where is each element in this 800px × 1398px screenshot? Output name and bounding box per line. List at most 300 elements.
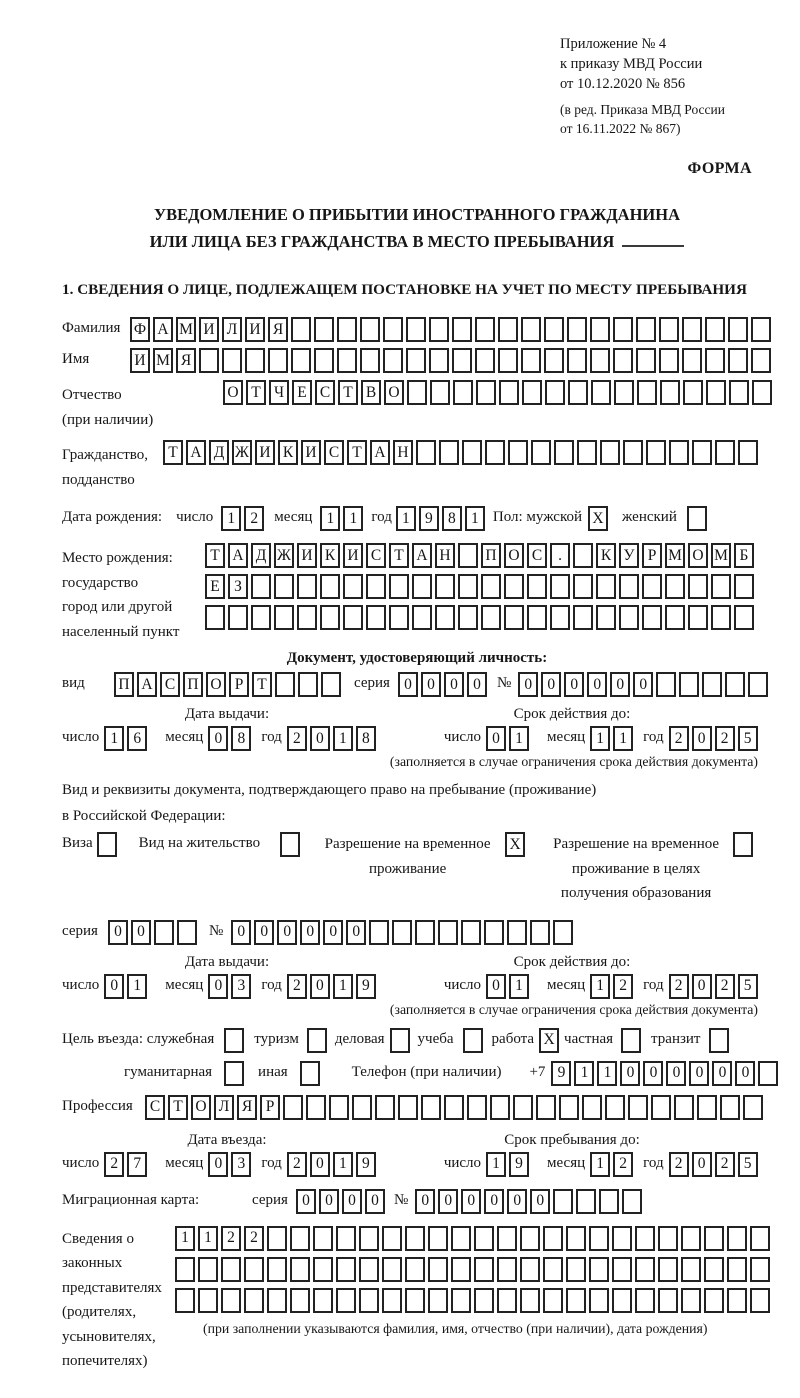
legal-reps-cell[interactable] — [497, 1226, 517, 1251]
permit-series-cell[interactable]: 0 — [108, 920, 128, 945]
legal-reps-cell[interactable]: 2 — [244, 1226, 264, 1251]
surname-cell[interactable] — [498, 317, 518, 342]
name-cell[interactable]: М — [153, 348, 173, 373]
phone-cell[interactable]: 0 — [689, 1061, 709, 1086]
birthplace-cell[interactable] — [665, 605, 685, 630]
citizenship-cell[interactable]: А — [370, 440, 390, 465]
stay-year-cell[interactable]: 0 — [692, 1152, 712, 1177]
legal-reps-cell[interactable]: 1 — [198, 1226, 218, 1251]
birthplace-cell[interactable]: Б — [734, 543, 754, 568]
migration-number-cell[interactable]: 0 — [484, 1189, 504, 1214]
doc-number-cell[interactable] — [656, 672, 676, 697]
birthplace-cell[interactable] — [481, 605, 501, 630]
legal-reps-cell[interactable] — [382, 1226, 402, 1251]
permit-number-cell[interactable]: 0 — [323, 920, 343, 945]
legal-reps-cell[interactable] — [681, 1288, 701, 1313]
permit-number-cell[interactable]: 0 — [254, 920, 274, 945]
legal-reps-cell[interactable] — [520, 1257, 540, 1282]
phone-cell[interactable]: 1 — [574, 1061, 594, 1086]
legal-reps-cell[interactable] — [405, 1288, 425, 1313]
patronymic-cell[interactable] — [476, 380, 496, 405]
birthplace-cell[interactable]: О — [688, 543, 708, 568]
profession-cell[interactable] — [628, 1095, 648, 1120]
doc-series-cell[interactable]: 0 — [398, 672, 418, 697]
name-cell[interactable]: И — [130, 348, 150, 373]
birthplace-cell[interactable] — [527, 605, 547, 630]
birthplace-cell[interactable] — [527, 574, 547, 599]
legal-reps-cell[interactable] — [244, 1257, 264, 1282]
phone-cell[interactable]: 0 — [735, 1061, 755, 1086]
citizenship-cell[interactable] — [623, 440, 643, 465]
citizenship-cell[interactable]: А — [186, 440, 206, 465]
doc-series-cell[interactable]: 0 — [467, 672, 487, 697]
name-cell[interactable] — [751, 348, 771, 373]
entry-year-cell[interactable]: 2 — [287, 1152, 307, 1177]
surname-cell[interactable]: А — [153, 317, 173, 342]
patronymic-cell[interactable] — [430, 380, 450, 405]
doc-number-cell[interactable]: 0 — [518, 672, 538, 697]
patronymic-cell[interactable]: Т — [338, 380, 358, 405]
name-cell[interactable] — [613, 348, 633, 373]
birthplace-cell[interactable] — [389, 605, 409, 630]
permit-number-cell[interactable] — [369, 920, 389, 945]
citizenship-cell[interactable] — [531, 440, 551, 465]
valid2-year-cell[interactable]: 0 — [692, 974, 712, 999]
birthplace-cell[interactable] — [412, 574, 432, 599]
permit-number-cell[interactable] — [484, 920, 504, 945]
profession-cell[interactable]: О — [191, 1095, 211, 1120]
birthplace-cell[interactable]: Н — [435, 543, 455, 568]
name-cell[interactable] — [498, 348, 518, 373]
stay-month-cell[interactable]: 1 — [590, 1152, 610, 1177]
migration-number-cell[interactable]: 0 — [461, 1189, 481, 1214]
legal-reps-cell[interactable] — [658, 1226, 678, 1251]
legal-reps-cell[interactable] — [520, 1226, 540, 1251]
citizenship-cell[interactable] — [715, 440, 735, 465]
birthplace-cell[interactable] — [366, 605, 386, 630]
surname-cell[interactable] — [705, 317, 725, 342]
citizenship-cell[interactable] — [439, 440, 459, 465]
migration-number-cell[interactable]: 0 — [507, 1189, 527, 1214]
profession-cell[interactable] — [421, 1095, 441, 1120]
profession-cell[interactable] — [582, 1095, 602, 1120]
doc-type-cell[interactable] — [321, 672, 341, 697]
sex-female-cell[interactable] — [687, 506, 707, 531]
citizenship-cell[interactable]: С — [324, 440, 344, 465]
entry-year-cell[interactable]: 0 — [310, 1152, 330, 1177]
legal-reps-cell[interactable] — [589, 1288, 609, 1313]
issue2-year-cell[interactable]: 9 — [356, 974, 376, 999]
permit-number-cell[interactable] — [438, 920, 458, 945]
birthplace-cell[interactable] — [481, 574, 501, 599]
name-cell[interactable] — [429, 348, 449, 373]
name-cell[interactable] — [199, 348, 219, 373]
surname-cell[interactable]: И — [245, 317, 265, 342]
surname-cell[interactable] — [337, 317, 357, 342]
migration-number-cell[interactable] — [553, 1189, 573, 1214]
birthplace-cell[interactable] — [596, 605, 616, 630]
issue1-month-cell[interactable]: 8 — [231, 726, 251, 751]
issue1-year-cell[interactable]: 1 — [333, 726, 353, 751]
name-cell[interactable] — [590, 348, 610, 373]
birthplace-cell[interactable] — [504, 574, 524, 599]
profession-cell[interactable] — [720, 1095, 740, 1120]
surname-cell[interactable] — [728, 317, 748, 342]
birthplace-cell[interactable]: И — [343, 543, 363, 568]
birthplace-cell[interactable] — [458, 605, 478, 630]
stay-month-cell[interactable]: 2 — [613, 1152, 633, 1177]
legal-reps-cell[interactable] — [474, 1257, 494, 1282]
legal-reps-cell[interactable] — [612, 1257, 632, 1282]
birthplace-cell[interactable] — [343, 574, 363, 599]
permit-number-cell[interactable] — [553, 920, 573, 945]
patronymic-cell[interactable] — [683, 380, 703, 405]
profession-cell[interactable] — [329, 1095, 349, 1120]
issue2-year-cell[interactable]: 0 — [310, 974, 330, 999]
patronymic-cell[interactable] — [660, 380, 680, 405]
legal-reps-cell[interactable] — [727, 1288, 747, 1313]
profession-cell[interactable] — [375, 1095, 395, 1120]
birthplace-cell[interactable] — [320, 605, 340, 630]
valid1-year-cell[interactable]: 2 — [669, 726, 689, 751]
legal-reps-cell[interactable] — [497, 1257, 517, 1282]
legal-reps-cell[interactable] — [520, 1288, 540, 1313]
profession-cell[interactable] — [467, 1095, 487, 1120]
legal-reps-cell[interactable] — [382, 1257, 402, 1282]
valid2-day-cell[interactable]: 1 — [509, 974, 529, 999]
stay-day-cell[interactable]: 1 — [486, 1152, 506, 1177]
migration-number-cell[interactable]: 0 — [415, 1189, 435, 1214]
legal-reps-cell[interactable] — [359, 1257, 379, 1282]
birthplace-cell[interactable] — [642, 605, 662, 630]
name-cell[interactable] — [544, 348, 564, 373]
birthplace-cell[interactable]: А — [228, 543, 248, 568]
birth-month-cell[interactable]: 1 — [320, 506, 340, 531]
name-cell[interactable] — [291, 348, 311, 373]
valid2-year-cell[interactable]: 5 — [738, 974, 758, 999]
legal-reps-cell[interactable] — [612, 1226, 632, 1251]
citizenship-cell[interactable] — [738, 440, 758, 465]
phone-cell[interactable]: 0 — [620, 1061, 640, 1086]
legal-reps-cell[interactable] — [267, 1288, 287, 1313]
migration-number-cell[interactable] — [599, 1189, 619, 1214]
legal-reps-cell[interactable] — [290, 1226, 310, 1251]
legal-reps-cell[interactable] — [658, 1288, 678, 1313]
profession-cell[interactable] — [674, 1095, 694, 1120]
birthplace-cell[interactable]: У — [619, 543, 639, 568]
legal-reps-cell[interactable] — [750, 1257, 770, 1282]
permit-number-cell[interactable] — [461, 920, 481, 945]
name-cell[interactable]: Я — [176, 348, 196, 373]
surname-cell[interactable] — [751, 317, 771, 342]
name-cell[interactable] — [360, 348, 380, 373]
patronymic-cell[interactable] — [499, 380, 519, 405]
valid1-year-cell[interactable]: 5 — [738, 726, 758, 751]
permit-number-cell[interactable]: 0 — [231, 920, 251, 945]
citizenship-cell[interactable] — [485, 440, 505, 465]
permit-number-cell[interactable] — [415, 920, 435, 945]
legal-reps-cell[interactable] — [474, 1288, 494, 1313]
birthplace-cell[interactable] — [688, 605, 708, 630]
citizenship-cell[interactable] — [416, 440, 436, 465]
legal-reps-cell[interactable] — [267, 1257, 287, 1282]
birthplace-cell[interactable] — [596, 574, 616, 599]
valid2-month-cell[interactable]: 2 — [613, 974, 633, 999]
birthplace-cell[interactable] — [734, 574, 754, 599]
citizenship-cell[interactable] — [646, 440, 666, 465]
phone-cell[interactable] — [758, 1061, 778, 1086]
birthplace-cell[interactable] — [734, 605, 754, 630]
legal-reps-cell[interactable] — [198, 1257, 218, 1282]
permit-series-cell[interactable]: 0 — [131, 920, 151, 945]
migration-number-cell[interactable] — [622, 1189, 642, 1214]
profession-cell[interactable]: Р — [260, 1095, 280, 1120]
birthplace-cell[interactable] — [297, 605, 317, 630]
birthplace-cell[interactable]: . — [550, 543, 570, 568]
rvp-edu-cell[interactable] — [733, 832, 753, 857]
citizenship-cell[interactable]: К — [278, 440, 298, 465]
permit-number-cell[interactable]: 0 — [277, 920, 297, 945]
citizenship-cell[interactable]: Н — [393, 440, 413, 465]
permit-number-cell[interactable] — [507, 920, 527, 945]
surname-cell[interactable] — [613, 317, 633, 342]
surname-cell[interactable]: И — [199, 317, 219, 342]
entry-year-cell[interactable]: 1 — [333, 1152, 353, 1177]
birthplace-cell[interactable] — [458, 543, 478, 568]
surname-cell[interactable]: Ф — [130, 317, 150, 342]
doc-type-cell[interactable]: П — [183, 672, 203, 697]
birthplace-cell[interactable]: С — [366, 543, 386, 568]
doc-type-cell[interactable]: Т — [252, 672, 272, 697]
legal-reps-cell[interactable] — [428, 1257, 448, 1282]
surname-cell[interactable]: Л — [222, 317, 242, 342]
doc-type-cell[interactable]: А — [137, 672, 157, 697]
birth-day-cell[interactable]: 1 — [221, 506, 241, 531]
birthplace-cell[interactable] — [550, 574, 570, 599]
stay-year-cell[interactable]: 2 — [669, 1152, 689, 1177]
birthplace-cell[interactable] — [642, 574, 662, 599]
issue1-day-cell[interactable]: 6 — [127, 726, 147, 751]
birth-year-cell[interactable]: 9 — [419, 506, 439, 531]
issue1-year-cell[interactable]: 0 — [310, 726, 330, 751]
doc-type-cell[interactable]: С — [160, 672, 180, 697]
birthplace-cell[interactable] — [274, 574, 294, 599]
patronymic-cell[interactable] — [453, 380, 473, 405]
legal-reps-cell[interactable] — [543, 1288, 563, 1313]
legal-reps-cell[interactable] — [336, 1288, 356, 1313]
citizenship-cell[interactable]: И — [301, 440, 321, 465]
valid1-month-cell[interactable]: 1 — [590, 726, 610, 751]
legal-reps-cell[interactable] — [198, 1288, 218, 1313]
doc-series-cell[interactable]: 0 — [421, 672, 441, 697]
profession-cell[interactable] — [743, 1095, 763, 1120]
birth-day-cell[interactable]: 2 — [244, 506, 264, 531]
name-cell[interactable] — [475, 348, 495, 373]
profession-cell[interactable] — [398, 1095, 418, 1120]
legal-reps-cell[interactable] — [635, 1226, 655, 1251]
doc-series-cell[interactable]: 0 — [444, 672, 464, 697]
name-cell[interactable] — [314, 348, 334, 373]
legal-reps-cell[interactable] — [566, 1226, 586, 1251]
name-cell[interactable] — [659, 348, 679, 373]
surname-cell[interactable] — [682, 317, 702, 342]
name-cell[interactable] — [245, 348, 265, 373]
legal-reps-cell[interactable] — [704, 1257, 724, 1282]
birthplace-cell[interactable] — [573, 574, 593, 599]
birthplace-cell[interactable] — [389, 574, 409, 599]
profession-cell[interactable] — [283, 1095, 303, 1120]
birthplace-cell[interactable]: К — [596, 543, 616, 568]
citizenship-cell[interactable] — [577, 440, 597, 465]
citizenship-cell[interactable] — [692, 440, 712, 465]
surname-cell[interactable] — [383, 317, 403, 342]
permit-series-cell[interactable] — [177, 920, 197, 945]
profession-cell[interactable]: Т — [168, 1095, 188, 1120]
doc-number-cell[interactable] — [725, 672, 745, 697]
legal-reps-cell[interactable] — [221, 1288, 241, 1313]
legal-reps-cell[interactable] — [336, 1226, 356, 1251]
purpose-private-cell[interactable] — [621, 1028, 641, 1053]
valid2-day-cell[interactable]: 0 — [486, 974, 506, 999]
surname-cell[interactable] — [659, 317, 679, 342]
citizenship-cell[interactable] — [462, 440, 482, 465]
name-cell[interactable] — [682, 348, 702, 373]
legal-reps-cell[interactable] — [727, 1226, 747, 1251]
birth-month-cell[interactable]: 1 — [343, 506, 363, 531]
birthplace-cell[interactable] — [619, 574, 639, 599]
legal-reps-cell[interactable] — [543, 1257, 563, 1282]
issue2-year-cell[interactable]: 1 — [333, 974, 353, 999]
surname-cell[interactable] — [567, 317, 587, 342]
migration-number-cell[interactable]: 0 — [438, 1189, 458, 1214]
valid2-year-cell[interactable]: 2 — [715, 974, 735, 999]
legal-reps-cell[interactable] — [290, 1257, 310, 1282]
surname-cell[interactable] — [291, 317, 311, 342]
legal-reps-cell[interactable] — [428, 1226, 448, 1251]
surname-cell[interactable]: М — [176, 317, 196, 342]
profession-cell[interactable] — [306, 1095, 326, 1120]
name-cell[interactable] — [567, 348, 587, 373]
doc-number-cell[interactable] — [702, 672, 722, 697]
legal-reps-cell[interactable] — [497, 1288, 517, 1313]
name-cell[interactable] — [705, 348, 725, 373]
birthplace-cell[interactable] — [619, 605, 639, 630]
valid2-year-cell[interactable]: 2 — [669, 974, 689, 999]
birthplace-cell[interactable]: П — [481, 543, 501, 568]
name-cell[interactable] — [268, 348, 288, 373]
surname-cell[interactable] — [360, 317, 380, 342]
profession-cell[interactable] — [605, 1095, 625, 1120]
patronymic-cell[interactable]: Ч — [269, 380, 289, 405]
birth-year-cell[interactable]: 1 — [396, 506, 416, 531]
birthplace-cell[interactable] — [573, 605, 593, 630]
patronymic-cell[interactable] — [568, 380, 588, 405]
profession-cell[interactable] — [651, 1095, 671, 1120]
legal-reps-cell[interactable] — [750, 1288, 770, 1313]
patronymic-cell[interactable] — [637, 380, 657, 405]
valid1-day-cell[interactable]: 0 — [486, 726, 506, 751]
birthplace-cell[interactable] — [320, 574, 340, 599]
migration-series-cell[interactable]: 0 — [296, 1189, 316, 1214]
doc-type-cell[interactable]: П — [114, 672, 134, 697]
migration-series-cell[interactable]: 0 — [319, 1189, 339, 1214]
legal-reps-cell[interactable] — [313, 1288, 333, 1313]
visa-cell[interactable] — [97, 832, 117, 857]
phone-cell[interactable]: 1 — [597, 1061, 617, 1086]
doc-number-cell[interactable]: 0 — [564, 672, 584, 697]
issue2-day-cell[interactable]: 1 — [127, 974, 147, 999]
surname-cell[interactable] — [521, 317, 541, 342]
legal-reps-cell[interactable] — [221, 1257, 241, 1282]
birthplace-cell[interactable] — [343, 605, 363, 630]
legal-reps-cell[interactable] — [428, 1288, 448, 1313]
profession-cell[interactable] — [444, 1095, 464, 1120]
name-cell[interactable] — [383, 348, 403, 373]
birthplace-cell[interactable] — [711, 605, 731, 630]
migration-series-cell[interactable]: 0 — [365, 1189, 385, 1214]
profession-cell[interactable]: Я — [237, 1095, 257, 1120]
birthplace-cell[interactable]: М — [665, 543, 685, 568]
birthplace-cell[interactable]: Ж — [274, 543, 294, 568]
legal-reps-cell[interactable] — [290, 1288, 310, 1313]
permit-number-cell[interactable] — [530, 920, 550, 945]
issue2-month-cell[interactable]: 0 — [208, 974, 228, 999]
doc-number-cell[interactable]: 0 — [610, 672, 630, 697]
legal-reps-cell[interactable] — [727, 1257, 747, 1282]
profession-cell[interactable]: С — [145, 1095, 165, 1120]
legal-reps-cell[interactable]: 2 — [221, 1226, 241, 1251]
entry-month-cell[interactable]: 0 — [208, 1152, 228, 1177]
patronymic-cell[interactable]: В — [361, 380, 381, 405]
migration-number-cell[interactable] — [576, 1189, 596, 1214]
birthplace-cell[interactable] — [251, 574, 271, 599]
patronymic-cell[interactable]: С — [315, 380, 335, 405]
birthplace-cell[interactable]: К — [320, 543, 340, 568]
birthplace-cell[interactable] — [550, 605, 570, 630]
phone-cell[interactable]: 0 — [666, 1061, 686, 1086]
birthplace-cell[interactable] — [711, 574, 731, 599]
residence-permit-cell[interactable] — [280, 832, 300, 857]
name-cell[interactable] — [406, 348, 426, 373]
birthplace-cell[interactable] — [435, 574, 455, 599]
doc-number-cell[interactable] — [679, 672, 699, 697]
legal-reps-cell[interactable] — [681, 1226, 701, 1251]
surname-cell[interactable] — [314, 317, 334, 342]
patronymic-cell[interactable]: О — [384, 380, 404, 405]
citizenship-cell[interactable]: Т — [163, 440, 183, 465]
patronymic-cell[interactable] — [729, 380, 749, 405]
migration-series-cell[interactable]: 0 — [342, 1189, 362, 1214]
patronymic-cell[interactable] — [752, 380, 772, 405]
legal-reps-cell[interactable] — [405, 1257, 425, 1282]
surname-cell[interactable] — [475, 317, 495, 342]
birthplace-cell[interactable]: И — [297, 543, 317, 568]
birthplace-cell[interactable]: С — [527, 543, 547, 568]
purpose-official-cell[interactable] — [224, 1028, 244, 1053]
birthplace-cell[interactable]: М — [711, 543, 731, 568]
profession-cell[interactable] — [352, 1095, 372, 1120]
birthplace-cell[interactable] — [458, 574, 478, 599]
issue2-year-cell[interactable]: 2 — [287, 974, 307, 999]
birthplace-cell[interactable] — [366, 574, 386, 599]
legal-reps-cell[interactable] — [267, 1226, 287, 1251]
legal-reps-cell[interactable] — [244, 1288, 264, 1313]
issue1-day-cell[interactable]: 1 — [104, 726, 124, 751]
birthplace-cell[interactable]: А — [412, 543, 432, 568]
birthplace-cell[interactable]: Т — [205, 543, 225, 568]
legal-reps-cell[interactable] — [175, 1257, 195, 1282]
issue1-year-cell[interactable]: 2 — [287, 726, 307, 751]
